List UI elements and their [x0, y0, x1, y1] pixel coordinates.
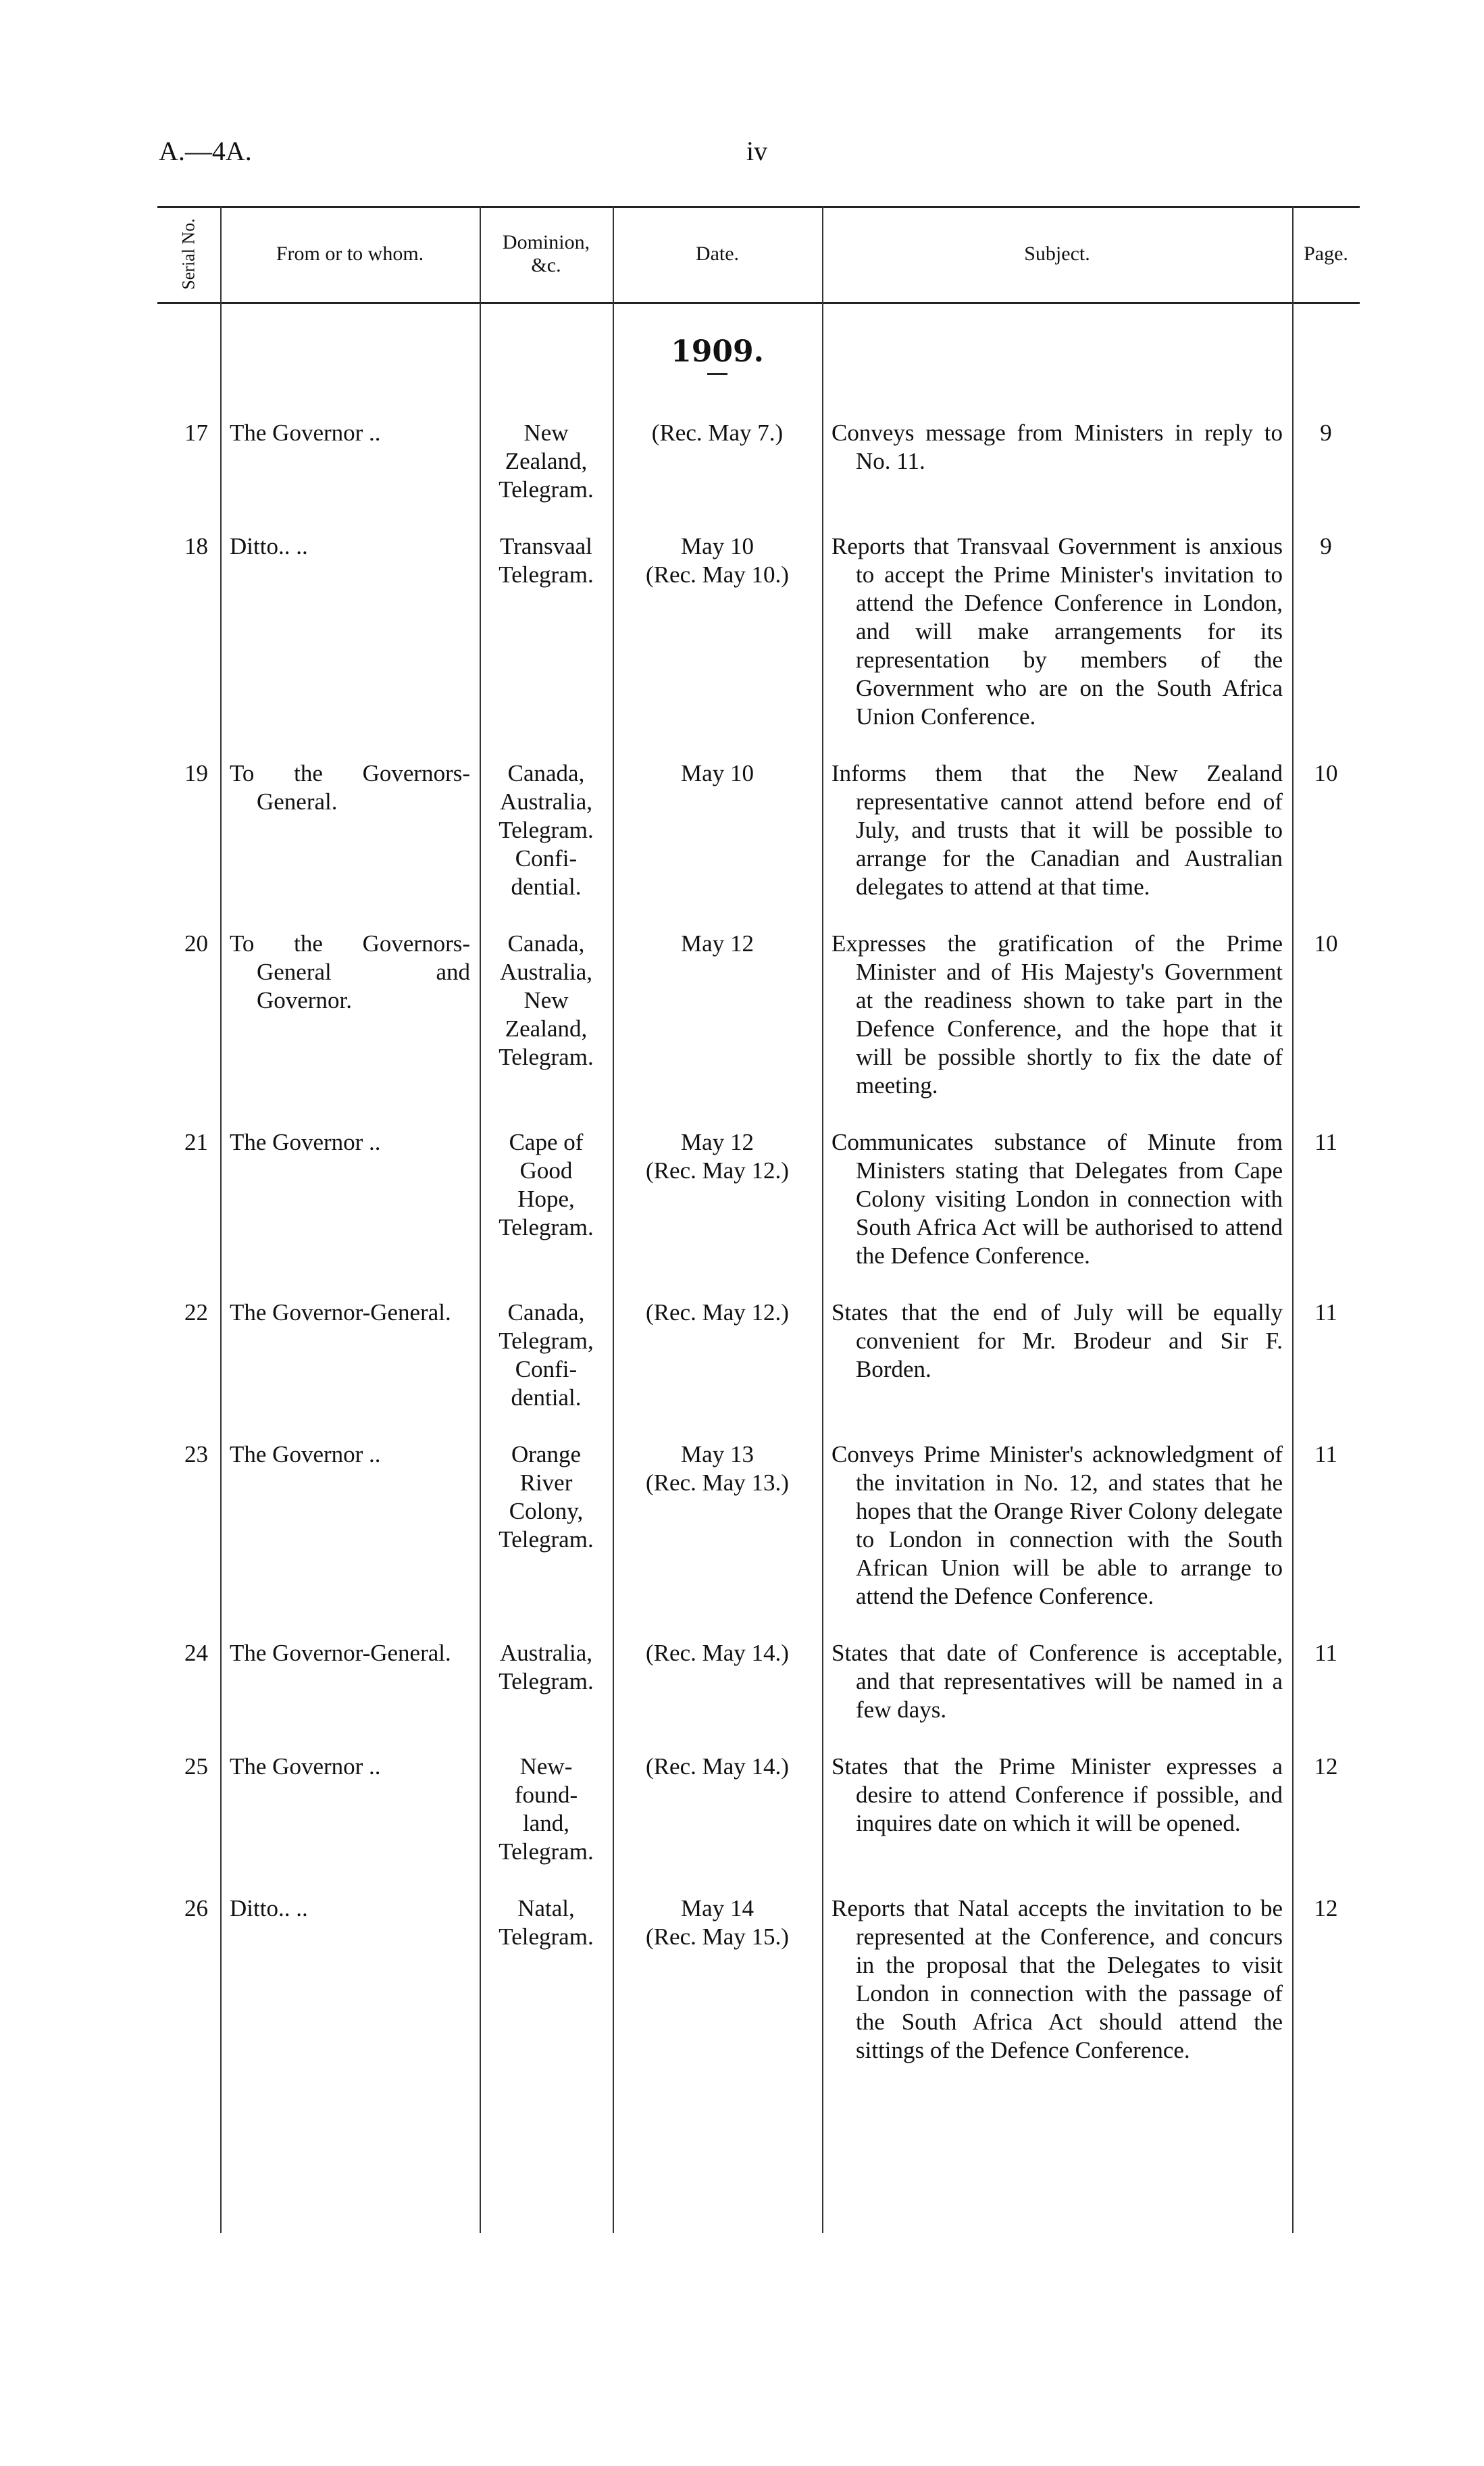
page-reference: 11	[1314, 1441, 1337, 1467]
dominion-line: Australia,	[499, 959, 593, 985]
dominion-line: Australia,	[499, 1640, 593, 1666]
dominion-line: dential.	[511, 874, 582, 900]
header-page: Page.	[1304, 243, 1348, 265]
serial-number: 26	[184, 1895, 208, 1921]
serial-number: 17	[184, 420, 208, 446]
date-cell	[613, 1639, 822, 1724]
from-or-to: The Governor ..	[230, 1441, 381, 1467]
table-row	[157, 759, 1360, 901]
dominion-cell	[480, 1894, 613, 2065]
dominion-cell	[480, 930, 613, 1100]
date-cell	[613, 1128, 822, 1270]
table-row	[157, 532, 1360, 731]
date-line: (Rec. May 7.)	[651, 420, 784, 446]
date-line: May 14	[681, 1895, 754, 1921]
dominion-line: Zealand,	[505, 448, 588, 474]
serial-number: 23	[184, 1441, 208, 1467]
table-row	[157, 1299, 1360, 1412]
dominion-cell	[480, 1128, 613, 1270]
date-line: (Rec. May 12.)	[646, 1299, 789, 1326]
from-or-to: To the Governors-General and Governor.	[230, 930, 470, 1013]
date-line: (Rec. May 12.)	[646, 1157, 789, 1184]
from-or-to: The Governor-General.	[230, 1640, 451, 1666]
date-line: (Rec. May 15.)	[646, 1923, 789, 1950]
date-line: May 12	[681, 1129, 754, 1155]
from-or-to: Ditto.. ..	[230, 1895, 308, 1921]
date-cell	[613, 759, 822, 901]
from-or-to: The Governor-General.	[230, 1299, 451, 1326]
table-body	[157, 419, 1360, 2093]
table-row	[157, 1440, 1360, 1611]
dominion-cell	[480, 759, 613, 901]
document-reference: A.—4A.	[159, 136, 252, 166]
header-from: From or to whom.	[276, 243, 424, 265]
date-line: May 10	[681, 760, 754, 786]
subject: States that the end of July will be equally convenient for Mr. Brodeur and Sir F. Borden.	[831, 1299, 1283, 1382]
dominion-line: Transvaal	[500, 533, 592, 559]
serial-number: 21	[184, 1129, 208, 1155]
date-cell	[613, 532, 822, 731]
table-row	[157, 1894, 1360, 2065]
page-reference: 9	[1320, 420, 1332, 446]
page-reference: 11	[1314, 1299, 1337, 1326]
dominion-line: Orange	[511, 1441, 581, 1467]
dominion-line: Telegram.	[498, 1923, 594, 1950]
from-or-to: The Governor ..	[230, 1753, 381, 1780]
dominion-line: Natal,	[517, 1895, 575, 1921]
table-row	[157, 1753, 1360, 1866]
header-bottom-rule	[157, 302, 1360, 304]
dominion-line: River	[519, 1469, 573, 1496]
dominion-line: Telegram.	[498, 561, 594, 588]
dominion-line: dential.	[511, 1384, 582, 1411]
date-line: (Rec. May 14.)	[646, 1640, 789, 1666]
date-line: May 13	[681, 1441, 754, 1467]
header-subject: Subject.	[1024, 243, 1090, 265]
date-cell	[613, 1894, 822, 2065]
table-row	[157, 419, 1360, 504]
dominion-line: Hope,	[517, 1186, 575, 1212]
dominion-line: Australia,	[499, 788, 593, 815]
from-or-to: To the Governors-General.	[230, 760, 470, 815]
date-line: May 10	[681, 533, 754, 559]
page-reference: 11	[1314, 1640, 1337, 1666]
dominion-line: Telegram.	[498, 1526, 594, 1553]
dominion-cell	[480, 1299, 613, 1412]
from-or-to: The Governor ..	[230, 1129, 381, 1155]
page-reference: 12	[1314, 1895, 1338, 1921]
serial-number: 24	[184, 1640, 208, 1666]
dominion-line: Confi-	[515, 845, 578, 872]
dominion-line: Zealand,	[505, 1015, 588, 1042]
dominion-line: Confi-	[515, 1356, 578, 1382]
subject: Informs them that the New Zealand representative cannot attend before end of July, and trusts that it will be possible to arrange for the Canadian and Australian delegates to attend at that time.	[831, 760, 1283, 900]
table-row	[157, 1128, 1360, 1270]
subject: States that the Prime Minister expresses a desire to attend Conference if possible, and inquires date on which it will be opened.	[831, 1753, 1283, 1836]
subject: Conveys message from Ministers in reply to No. 11.	[831, 420, 1283, 474]
page-number: iv	[746, 136, 768, 166]
dominion-line: New	[523, 420, 569, 446]
year-heading: 1909.	[613, 334, 822, 375]
date-line: (Rec. May 10.)	[646, 561, 789, 588]
dominion-line: Telegram.	[498, 817, 594, 843]
dominion-line: Canada,	[507, 1299, 585, 1326]
dominion-line: Telegram,	[498, 1328, 594, 1354]
subject: Reports that Natal accepts the invitation to be represented at the Conference, and concurs in the proposal that the Delegates to visit London in connection with the passage of the South Africa Act should attend the sittings of the Defence Conference.	[831, 1895, 1283, 2063]
dominion-line: land,	[522, 1810, 569, 1836]
subject: Reports that Transvaal Government is anxious to accept the Prime Minister's invitation to attend the Defence Conference in London, and will make arrangements for its representation by members of the Government who are on the South Africa Union Conference.	[831, 533, 1283, 730]
date-line: May 12	[681, 930, 754, 957]
dominion-line: Canada,	[507, 760, 585, 786]
date-cell	[613, 1753, 822, 1866]
subject: Communicates substance of Minute from Ministers stating that Delegates from Cape Colony visiting London in connection with South Africa Act will be authorised to attend the Defence Conference.	[831, 1129, 1283, 1269]
header-dominion: Dominion, &c.	[502, 231, 590, 276]
dominion-line: Colony,	[509, 1498, 584, 1524]
serial-number: 20	[184, 930, 208, 957]
dominion-cell	[480, 1440, 613, 1611]
dominion-cell	[480, 419, 613, 504]
from-or-to: Ditto.. ..	[230, 533, 308, 559]
serial-number: 22	[184, 1299, 208, 1326]
subject: States that date of Conference is acceptable, and that representatives will be named in a few days.	[831, 1640, 1283, 1723]
serial-number: 19	[184, 760, 208, 786]
dominion-line: Cape of	[509, 1129, 584, 1155]
serial-number: 18	[184, 533, 208, 559]
serial-number: 25	[184, 1753, 208, 1780]
subject: Conveys Prime Minister's acknowledgment of the invitation in No. 12, and states that he hopes that the Orange River Colony delegate to London in connection with the South African Union will be able to arrange to attend the Defence Conference.	[831, 1441, 1283, 1609]
dominion-line: Telegram.	[498, 1838, 594, 1865]
table-row	[157, 930, 1360, 1100]
date-cell	[613, 1299, 822, 1412]
date-cell	[613, 930, 822, 1100]
page-reference: 9	[1320, 533, 1332, 559]
page-reference: 10	[1314, 930, 1338, 957]
dominion-line: Telegram.	[498, 1214, 594, 1240]
dominion-line: Good	[519, 1157, 573, 1184]
page-reference: 12	[1314, 1753, 1338, 1780]
page-reference: 10	[1314, 760, 1338, 786]
page-reference: 11	[1314, 1129, 1337, 1155]
dominion-cell	[480, 1753, 613, 1866]
dominion-line: Telegram.	[498, 1668, 594, 1694]
date-line: (Rec. May 13.)	[646, 1469, 789, 1496]
header-serial: Serial No.	[178, 218, 199, 290]
dominion-line: found-	[514, 1782, 578, 1808]
dominion-cell	[480, 532, 613, 731]
dominion-line: Telegram.	[498, 476, 594, 503]
dominion-line: New	[523, 987, 569, 1013]
dominion-line: New-	[519, 1753, 573, 1780]
from-or-to: The Governor ..	[230, 420, 381, 446]
subject: Expresses the gratification of the Prime Minister and of His Majesty's Government at the readiness shown to take part in the Defence Conference, and the hope that it will be possible shortly to fix the date of meeting.	[831, 930, 1283, 1099]
table-row	[157, 1639, 1360, 1724]
header-date: Date.	[695, 243, 740, 265]
date-line: (Rec. May 14.)	[646, 1753, 789, 1780]
date-cell	[613, 1440, 822, 1611]
date-cell	[613, 419, 822, 504]
dominion-line: Telegram.	[498, 1044, 594, 1070]
dominion-line: Canada,	[507, 930, 585, 957]
dominion-cell	[480, 1639, 613, 1724]
